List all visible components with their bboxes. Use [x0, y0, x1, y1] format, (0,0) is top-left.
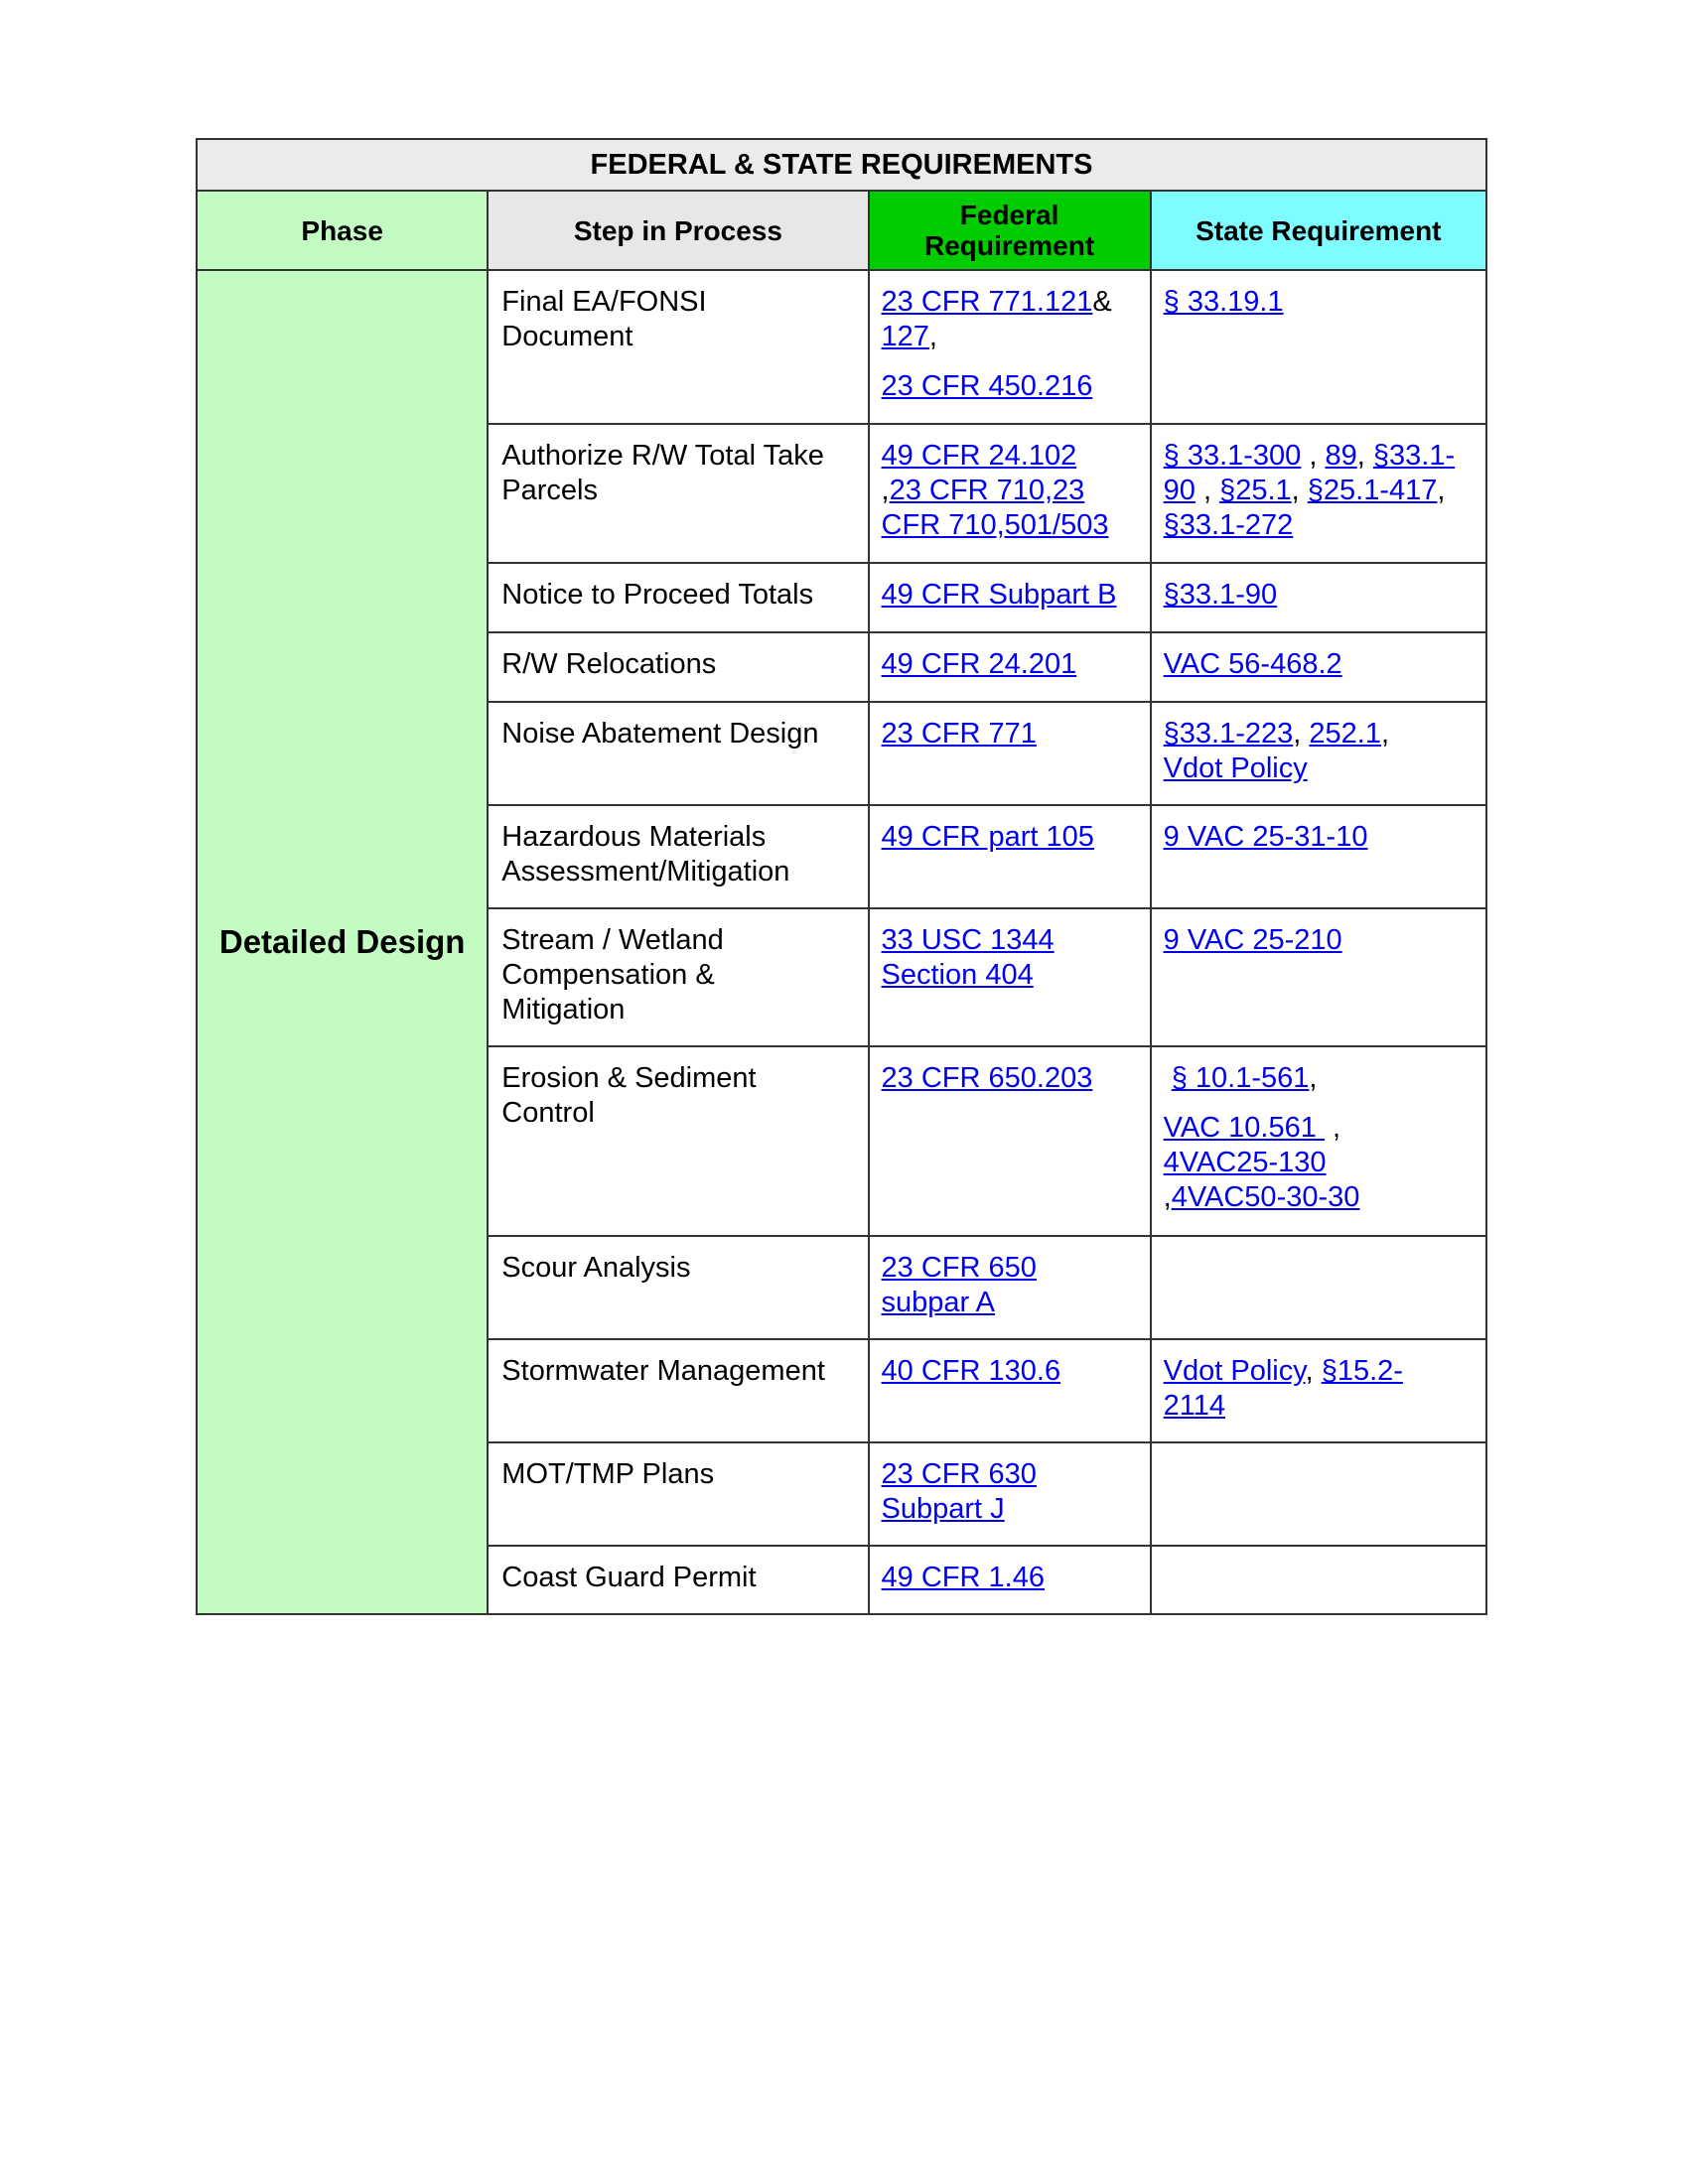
step-text: R/W Relocations	[501, 648, 717, 680]
citation-link[interactable]: §33.1-	[1372, 440, 1456, 472]
step-cell	[488, 908, 868, 1046]
citation-separator: ,	[1195, 475, 1220, 506]
step-cell	[488, 424, 868, 563]
citation-link[interactable]: 23 CFR 771	[881, 718, 1037, 750]
citation-link[interactable]: §15.2-	[1321, 1355, 1403, 1387]
cell-line	[1164, 578, 1477, 613]
header-federal-line2: Requirement	[924, 230, 1095, 261]
citation-link[interactable]: §25.1-417	[1307, 475, 1438, 506]
citation-link[interactable]: 49 CFR Subpart B	[881, 579, 1117, 611]
citation-link[interactable]: 23 CFR 450.216	[881, 370, 1093, 402]
citation-link[interactable]: 23 CFR 650.203	[881, 1062, 1093, 1094]
state-requirement-cell	[1151, 1546, 1486, 1614]
cell-line	[1164, 1146, 1477, 1180]
cell-line	[1164, 717, 1477, 751]
step-text: Mitigation	[501, 994, 626, 1025]
phase-detailed-design: Detailed Design	[197, 270, 488, 1614]
step-cell	[488, 632, 868, 702]
header-federal-line1: Federal	[959, 200, 1059, 230]
state-requirement-cell	[1151, 632, 1486, 702]
cell-line	[1164, 923, 1477, 958]
step-text: Coast Guard Permit	[501, 1562, 757, 1593]
state-requirement-cell	[1151, 270, 1486, 424]
step-text: Control	[501, 1097, 595, 1129]
step-cell	[488, 1442, 868, 1546]
cell-line	[1164, 1354, 1477, 1389]
step-cell	[488, 1546, 868, 1614]
cell-line	[882, 820, 1142, 855]
cell-line	[1164, 285, 1477, 320]
step-text: Hazardous Materials	[501, 821, 767, 853]
step-cell	[488, 1046, 868, 1236]
step-cell	[488, 1236, 868, 1339]
citation-link[interactable]: § 33.1-300	[1163, 440, 1302, 472]
table-row	[197, 270, 1486, 424]
citation-link[interactable]: 89	[1325, 440, 1357, 472]
citation-separator: ,	[1301, 440, 1326, 472]
cell-line	[882, 1251, 1142, 1286]
federal-requirement-cell	[869, 908, 1151, 1046]
state-requirement-cell	[1151, 563, 1486, 632]
table-title: FEDERAL & STATE REQUIREMENTS	[197, 139, 1486, 191]
citation-link[interactable]: 4VAC50-30-30	[1171, 1181, 1360, 1213]
citation-link[interactable]: subpar A	[881, 1287, 996, 1318]
cell-line	[1164, 751, 1477, 786]
cell-line	[1164, 647, 1477, 682]
citation-separator	[1164, 1062, 1172, 1094]
cell-line	[882, 1492, 1142, 1527]
state-requirement-cell	[1151, 702, 1486, 805]
cell-line	[1164, 439, 1477, 474]
cell-line	[882, 369, 1142, 404]
citation-link[interactable]: §33.1-90	[1163, 579, 1278, 611]
cell-line	[882, 578, 1142, 613]
federal-requirement-cell	[869, 1546, 1151, 1614]
citation-link[interactable]: VAC 56-468.2	[1163, 648, 1342, 680]
cell-line	[1164, 1111, 1477, 1146]
citation-separator: ,	[928, 321, 937, 352]
federal-requirement-cell	[869, 702, 1151, 805]
citation-link[interactable]: 49 CFR 1.46	[881, 1562, 1045, 1593]
federal-requirement-cell	[869, 632, 1151, 702]
federal-requirement-cell	[869, 1236, 1151, 1339]
citation-separator: &	[1092, 286, 1112, 318]
state-requirement-cell	[1151, 1236, 1486, 1339]
step-cell	[488, 563, 868, 632]
step-text: Authorize R/W Total Take	[501, 440, 824, 472]
step-text: Scour Analysis	[501, 1252, 691, 1284]
cell-line	[1164, 508, 1477, 543]
citation-link[interactable]: 23 CFR 650	[881, 1252, 1037, 1284]
cell-line	[882, 923, 1142, 958]
state-requirement-cell	[1151, 1339, 1486, 1442]
step-text: Noise Abatement Design	[501, 718, 819, 750]
step-text: Parcels	[501, 475, 598, 506]
citation-link[interactable]: §33.1-223	[1163, 718, 1294, 750]
federal-requirement-cell	[869, 563, 1151, 632]
step-text: Compensation &	[501, 959, 715, 991]
step-cell	[488, 1339, 868, 1442]
citation-separator: ,	[1356, 440, 1373, 472]
cell-line	[882, 285, 1142, 320]
citation-separator: ,	[1324, 1112, 1341, 1144]
cell-line	[882, 1354, 1142, 1389]
citation-link[interactable]: Vdot Policy	[1163, 1355, 1306, 1387]
citation-separator: ,	[1437, 475, 1446, 506]
federal-requirement-cell	[869, 1442, 1151, 1546]
cell-line	[882, 1561, 1142, 1595]
step-text: MOT/TMP Plans	[501, 1458, 715, 1490]
citation-link[interactable]: Section 404	[881, 959, 1034, 991]
citation-link[interactable]: 40 CFR 130.6	[881, 1355, 1061, 1387]
citation-link[interactable]: 49 CFR part 105	[881, 821, 1094, 853]
citation-link[interactable]: § 33.19.1	[1163, 286, 1284, 318]
citation-separator: ,	[881, 475, 890, 506]
citation-separator: ,	[1163, 1181, 1172, 1213]
federal-requirement-cell	[869, 1046, 1151, 1236]
citation-link[interactable]: CFR 710,501/503	[881, 509, 1109, 541]
citation-link[interactable]: 49 CFR 24.201	[881, 648, 1077, 680]
federal-requirement-cell	[869, 805, 1151, 908]
cell-line	[882, 320, 1142, 354]
step-text: Assessment/Mitigation	[501, 856, 790, 887]
citation-separator: ,	[1305, 1355, 1322, 1387]
citation-link[interactable]: Subpart J	[881, 1493, 1005, 1525]
step-text: Notice to Proceed Totals	[501, 579, 814, 611]
cell-line	[882, 1061, 1142, 1096]
federal-requirement-cell	[869, 424, 1151, 563]
header-state-requirement: State Requirement	[1151, 191, 1486, 270]
header-federal-requirement	[869, 191, 1151, 270]
citation-link[interactable]: 49 CFR 24.102	[881, 440, 1077, 472]
citation-link[interactable]: 2114	[1163, 1390, 1226, 1422]
cell-line	[882, 1286, 1142, 1320]
requirements-table	[196, 138, 1487, 1615]
citation-link[interactable]: 127	[881, 321, 929, 352]
citation-link[interactable]: 23 CFR 771.121	[881, 286, 1093, 318]
step-cell	[488, 702, 868, 805]
federal-requirement-cell	[869, 1339, 1151, 1442]
cell-line	[882, 717, 1142, 751]
citation-link[interactable]: 23 CFR 710,23	[889, 475, 1085, 506]
header-phase: Phase	[197, 191, 488, 270]
step-text: Final EA/FONSI	[501, 286, 707, 318]
federal-requirement-cell	[869, 270, 1151, 424]
step-text: Document	[501, 321, 633, 352]
cell-line	[882, 647, 1142, 682]
citation-link[interactable]: 90	[1163, 475, 1196, 506]
cell-line	[1164, 820, 1477, 855]
step-cell	[488, 805, 868, 908]
state-requirement-cell	[1151, 1046, 1486, 1236]
cell-line	[882, 474, 1142, 508]
citation-separator: ,	[1291, 475, 1308, 506]
state-requirement-cell	[1151, 424, 1486, 563]
state-requirement-cell	[1151, 805, 1486, 908]
citation-separator: ,	[1380, 718, 1390, 750]
cell-line	[882, 1457, 1142, 1492]
citation-link[interactable]: §25.1	[1219, 475, 1292, 506]
cell-line	[1164, 1061, 1477, 1096]
cell-line	[882, 439, 1142, 474]
cell-line	[1164, 1180, 1477, 1215]
citation-link[interactable]: § 10.1-561	[1171, 1062, 1310, 1094]
citation-link[interactable]: 33 USC 1344	[881, 924, 1055, 956]
citation-link[interactable]: 4VAC25-130	[1163, 1147, 1327, 1178]
citation-link[interactable]: VAC 10.561	[1163, 1112, 1325, 1144]
step-cell	[488, 270, 868, 424]
cell-line	[882, 508, 1142, 543]
citation-link[interactable]: 252.1	[1309, 718, 1381, 750]
citation-link[interactable]: §33.1-272	[1163, 509, 1294, 541]
citation-link[interactable]: Vdot Policy	[1163, 752, 1308, 784]
citation-separator: ,	[1293, 718, 1310, 750]
step-text: Stormwater Management	[501, 1355, 825, 1387]
cell-line	[1164, 1389, 1477, 1424]
citation-link[interactable]: 9 VAC 25-31-10	[1163, 821, 1368, 853]
step-text: Erosion & Sediment	[501, 1062, 757, 1094]
state-requirement-cell	[1151, 1442, 1486, 1546]
citation-link[interactable]: 9 VAC 25-210	[1163, 924, 1342, 956]
header-step-in-process: Step in Process	[488, 191, 868, 270]
state-requirement-cell	[1151, 908, 1486, 1046]
citation-link[interactable]: 23 CFR 630	[881, 1458, 1037, 1490]
citation-separator: ,	[1309, 1062, 1318, 1094]
cell-line	[882, 958, 1142, 993]
cell-line	[1164, 474, 1477, 508]
step-text: Stream / Wetland	[501, 924, 724, 956]
